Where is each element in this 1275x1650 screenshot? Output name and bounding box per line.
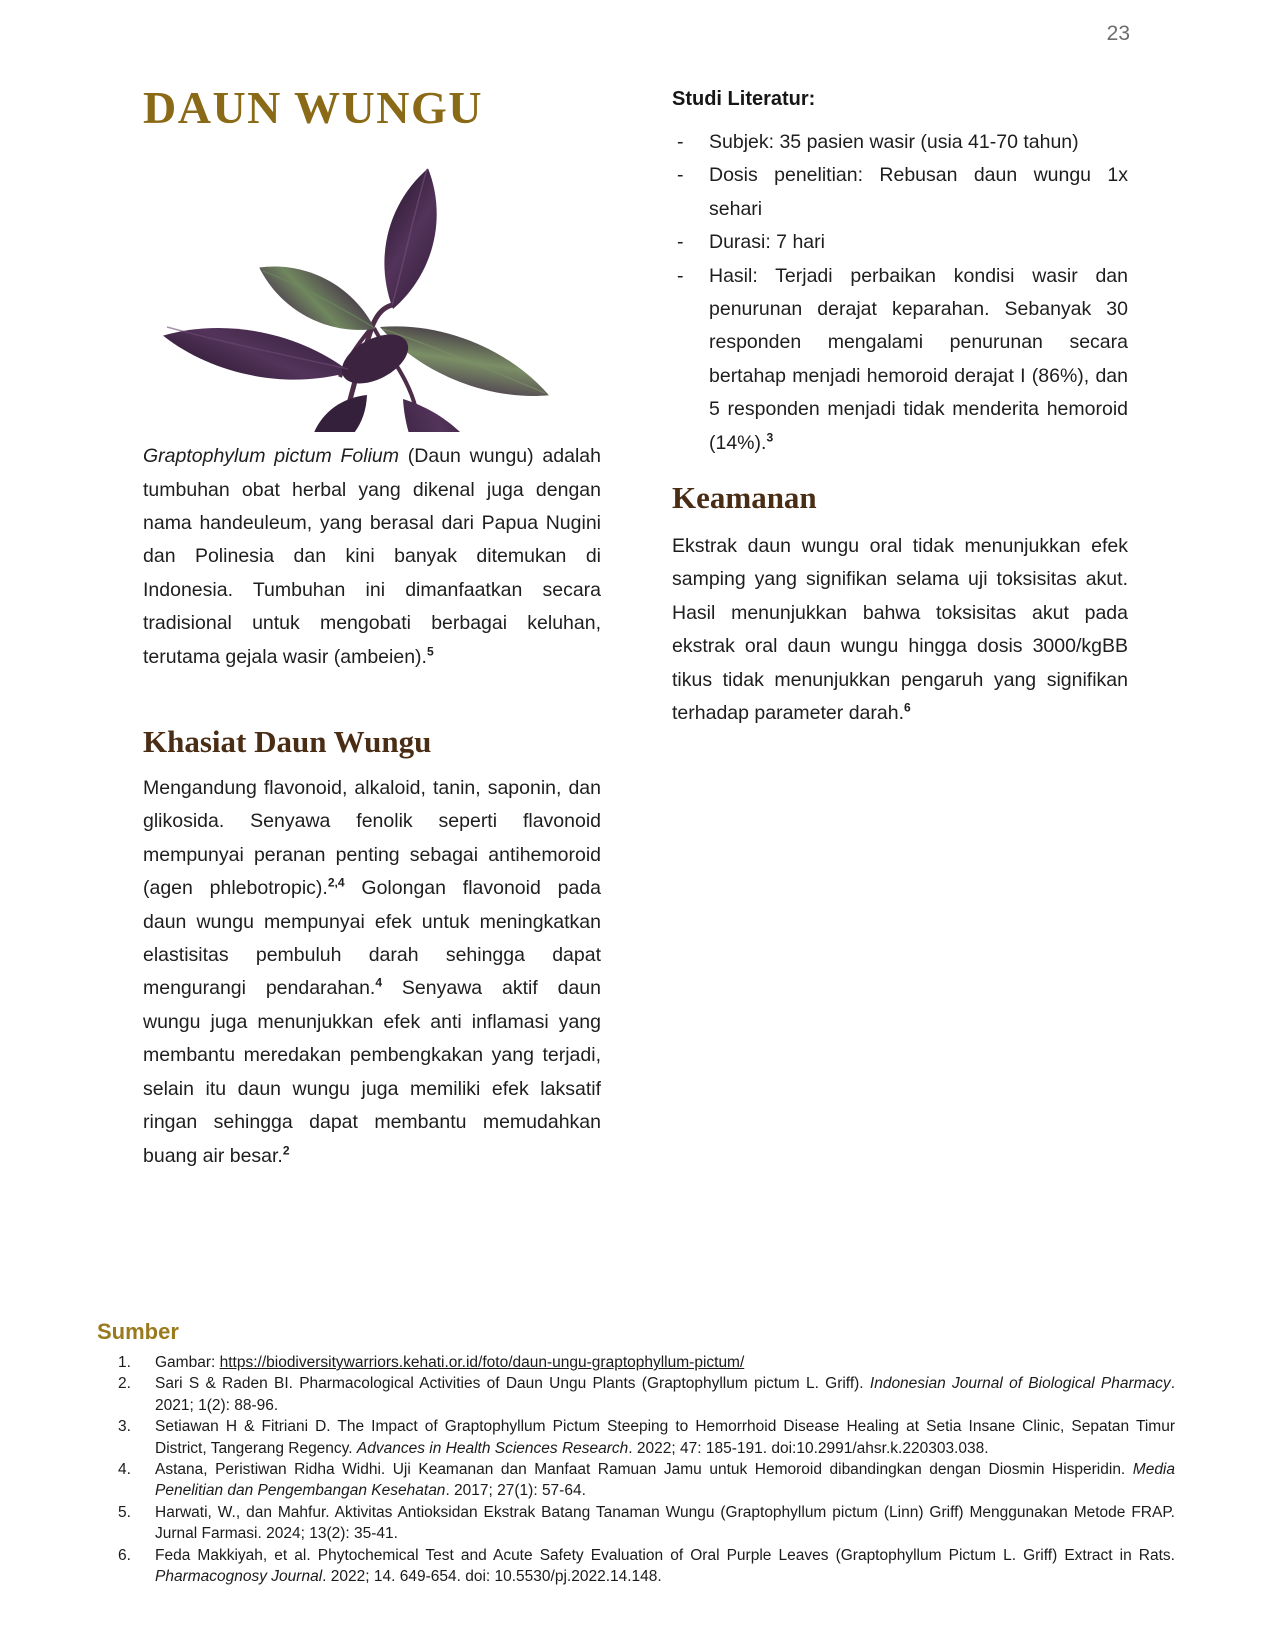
keamanan-heading: Keamanan xyxy=(672,480,817,516)
sources-section xyxy=(97,1318,1175,1587)
left-column xyxy=(143,80,601,1192)
text-segment: Graptophylum pictum Folium xyxy=(143,445,399,468)
text-segment: Durasi: 7 hari xyxy=(709,231,825,254)
sumber-heading: Sumber xyxy=(97,1319,179,1344)
text-segment: Sari S & Raden BI. Pharmacological Activities of Daun Ungu Plants (Graptophyllum pictum L. Griff). xyxy=(155,1375,870,1393)
text-segment: . 2017; 27(1): 57-64. xyxy=(445,1482,586,1500)
page-title: DAUN WUNGU xyxy=(143,82,483,133)
text-segment: 6 xyxy=(903,700,911,715)
text-segment: Setiawan H & Fitriani D. The Impact of Graptophyllum Pictum Steeping to Hemorrhoid Disease Healing at Setia Insane Clinic, Sepatan Timur District, Tangerang Regency. xyxy=(155,1418,1175,1457)
text-segment: Ekstrak daun wungu oral tidak menunjukkan efek samping yang signifikan selama uji toksisitas akut. Hasil menunjukkan bahwa toksisitas akut pada ekstrak oral daun wungu hingga dosis 3000/kgBB tikus tidak menunjukkan pengaruh yang signifikan terhadap parameter darah. xyxy=(672,535,1128,725)
text-segment: Golongan flavonoid pada daun wungu mempunyai efek untuk meningkatkan elastisitas pembuluh darah sehingga dapat mengurangi pendarahan. xyxy=(143,877,601,1000)
text-segment: Advances in Health Sciences Research xyxy=(356,1439,629,1457)
text-segment: Astana, Peristiwan Ridha Widhi. Uji Keamanan dan Manfaat Ramuan Jamu untuk Hemoroid dibandingkan dengan Diosmin Hisperidin. xyxy=(155,1461,1133,1479)
text-segment: . 2022; 14. 649-654. doi: 10.5530/pj.2022.14.148. xyxy=(322,1568,662,1586)
list-item xyxy=(672,226,1128,259)
reference-item xyxy=(97,1416,1175,1459)
daun-wungu-plant-image xyxy=(143,147,601,432)
page-number: 23 xyxy=(1106,22,1130,45)
studi-literatur-heading: Studi Literatur: xyxy=(672,88,816,110)
keamanan-paragraph xyxy=(672,530,1128,730)
text-segment: Gambar: xyxy=(155,1354,220,1371)
text-segment: Hasil: Terjadi perbaikan kondisi wasir dan penurunan derajat keparahan. Sebanyak 30 responden mengalami penurunan secara bertahap menjadi hemoroid derajat I (86%), dan 5 responden menjadi tidak menderita hemoroid (14%). xyxy=(709,264,1128,454)
text-segment: Feda Makkiyah, et al. Phytochemical Test and Acute Safety Evaluation of Oral Purple Leaves (Graptophyllum Pictum L. Griff) Extract in Rats. xyxy=(155,1546,1175,1564)
reference-item xyxy=(97,1352,1175,1373)
text-segment: Indonesian Journal of Biological Pharmacy xyxy=(869,1375,1171,1393)
text-segment: Media Penelitian dan Pengembangan Kesehatan xyxy=(155,1461,1175,1500)
reference-item xyxy=(97,1373,1175,1416)
text-segment: . 2022; 47: 185-191. doi:10.2991/ahsr.k.220303.038. xyxy=(628,1439,989,1457)
list-item xyxy=(672,126,1128,159)
khasiat-paragraph xyxy=(143,772,601,1173)
khasiat-heading: Khasiat Daun Wungu xyxy=(143,724,432,760)
list-item xyxy=(672,159,1128,226)
text-segment: Subjek: 35 pasien wasir (usia 41-70 tahun) xyxy=(709,131,1079,153)
studi-literatur-list xyxy=(672,126,1128,460)
text-segment: Dosis penelitian: Rebusan daun wungu 1x sehari xyxy=(709,164,1128,220)
text-segment: 2 xyxy=(282,1143,290,1157)
reference-item xyxy=(97,1502,1175,1545)
reference-list xyxy=(97,1352,1175,1587)
text-segment: Pharmacognosy Journal xyxy=(155,1568,323,1586)
reference-item xyxy=(97,1459,1175,1502)
text-segment: 2,4 xyxy=(327,875,345,890)
text-segment: 5 xyxy=(426,644,434,659)
plant-photo-illustration xyxy=(145,147,575,432)
text-segment: (Daun wungu) adalah tumbuhan obat herbal yang dikenal juga dengan nama handeuleum, yang berasal dari Papua Nugini dan Polinesia dan kini banyak ditemukan di Indonesia. Tumbuhan ini dimanfaatkan secara tradisional untuk mengobati berbagai keluhan, terutama gejala wasir (ambeien). xyxy=(143,445,601,668)
text-segment: Harwati, W., dan Mahfur. Aktivitas Antioksidan Ekstrak Batang Tanaman Wungu (Graptophyllum pictum (Linn) Griff) Menggunakan Metode FRAP. Jurnal Farmasi. 2024; 13(2): 35-41. xyxy=(155,1503,1175,1543)
text-segment: 3 xyxy=(766,430,774,445)
intro-paragraph xyxy=(143,440,601,674)
list-item xyxy=(672,260,1128,460)
text-segment: . 2021; 1(2): 88-96. xyxy=(155,1375,1175,1414)
reference-item xyxy=(97,1545,1175,1588)
text-segment: 4 xyxy=(375,975,383,990)
text-segment: Senyawa aktif daun wungu juga menunjukkan efek anti inflamasi yang membantu meredakan pembengkakan yang terjadi, selain itu daun wungu juga memiliki efek laksatif ringan sehingga dapat membantu memudahkan buang air besar. xyxy=(143,977,601,1167)
reference-link[interactable]: https://biodiversitywarriors.kehati.or.id/foto/daun-ungu-graptophyllum-pictum/ xyxy=(219,1354,745,1371)
right-column xyxy=(672,86,1128,750)
text-segment: Mengandung flavonoid, alkaloid, tanin, saponin, dan glikosida. Senyawa fenolik seperti flavonoid mempunyai peranan penting sebagai antihemoroid (agen phlebotropic). xyxy=(143,777,601,900)
